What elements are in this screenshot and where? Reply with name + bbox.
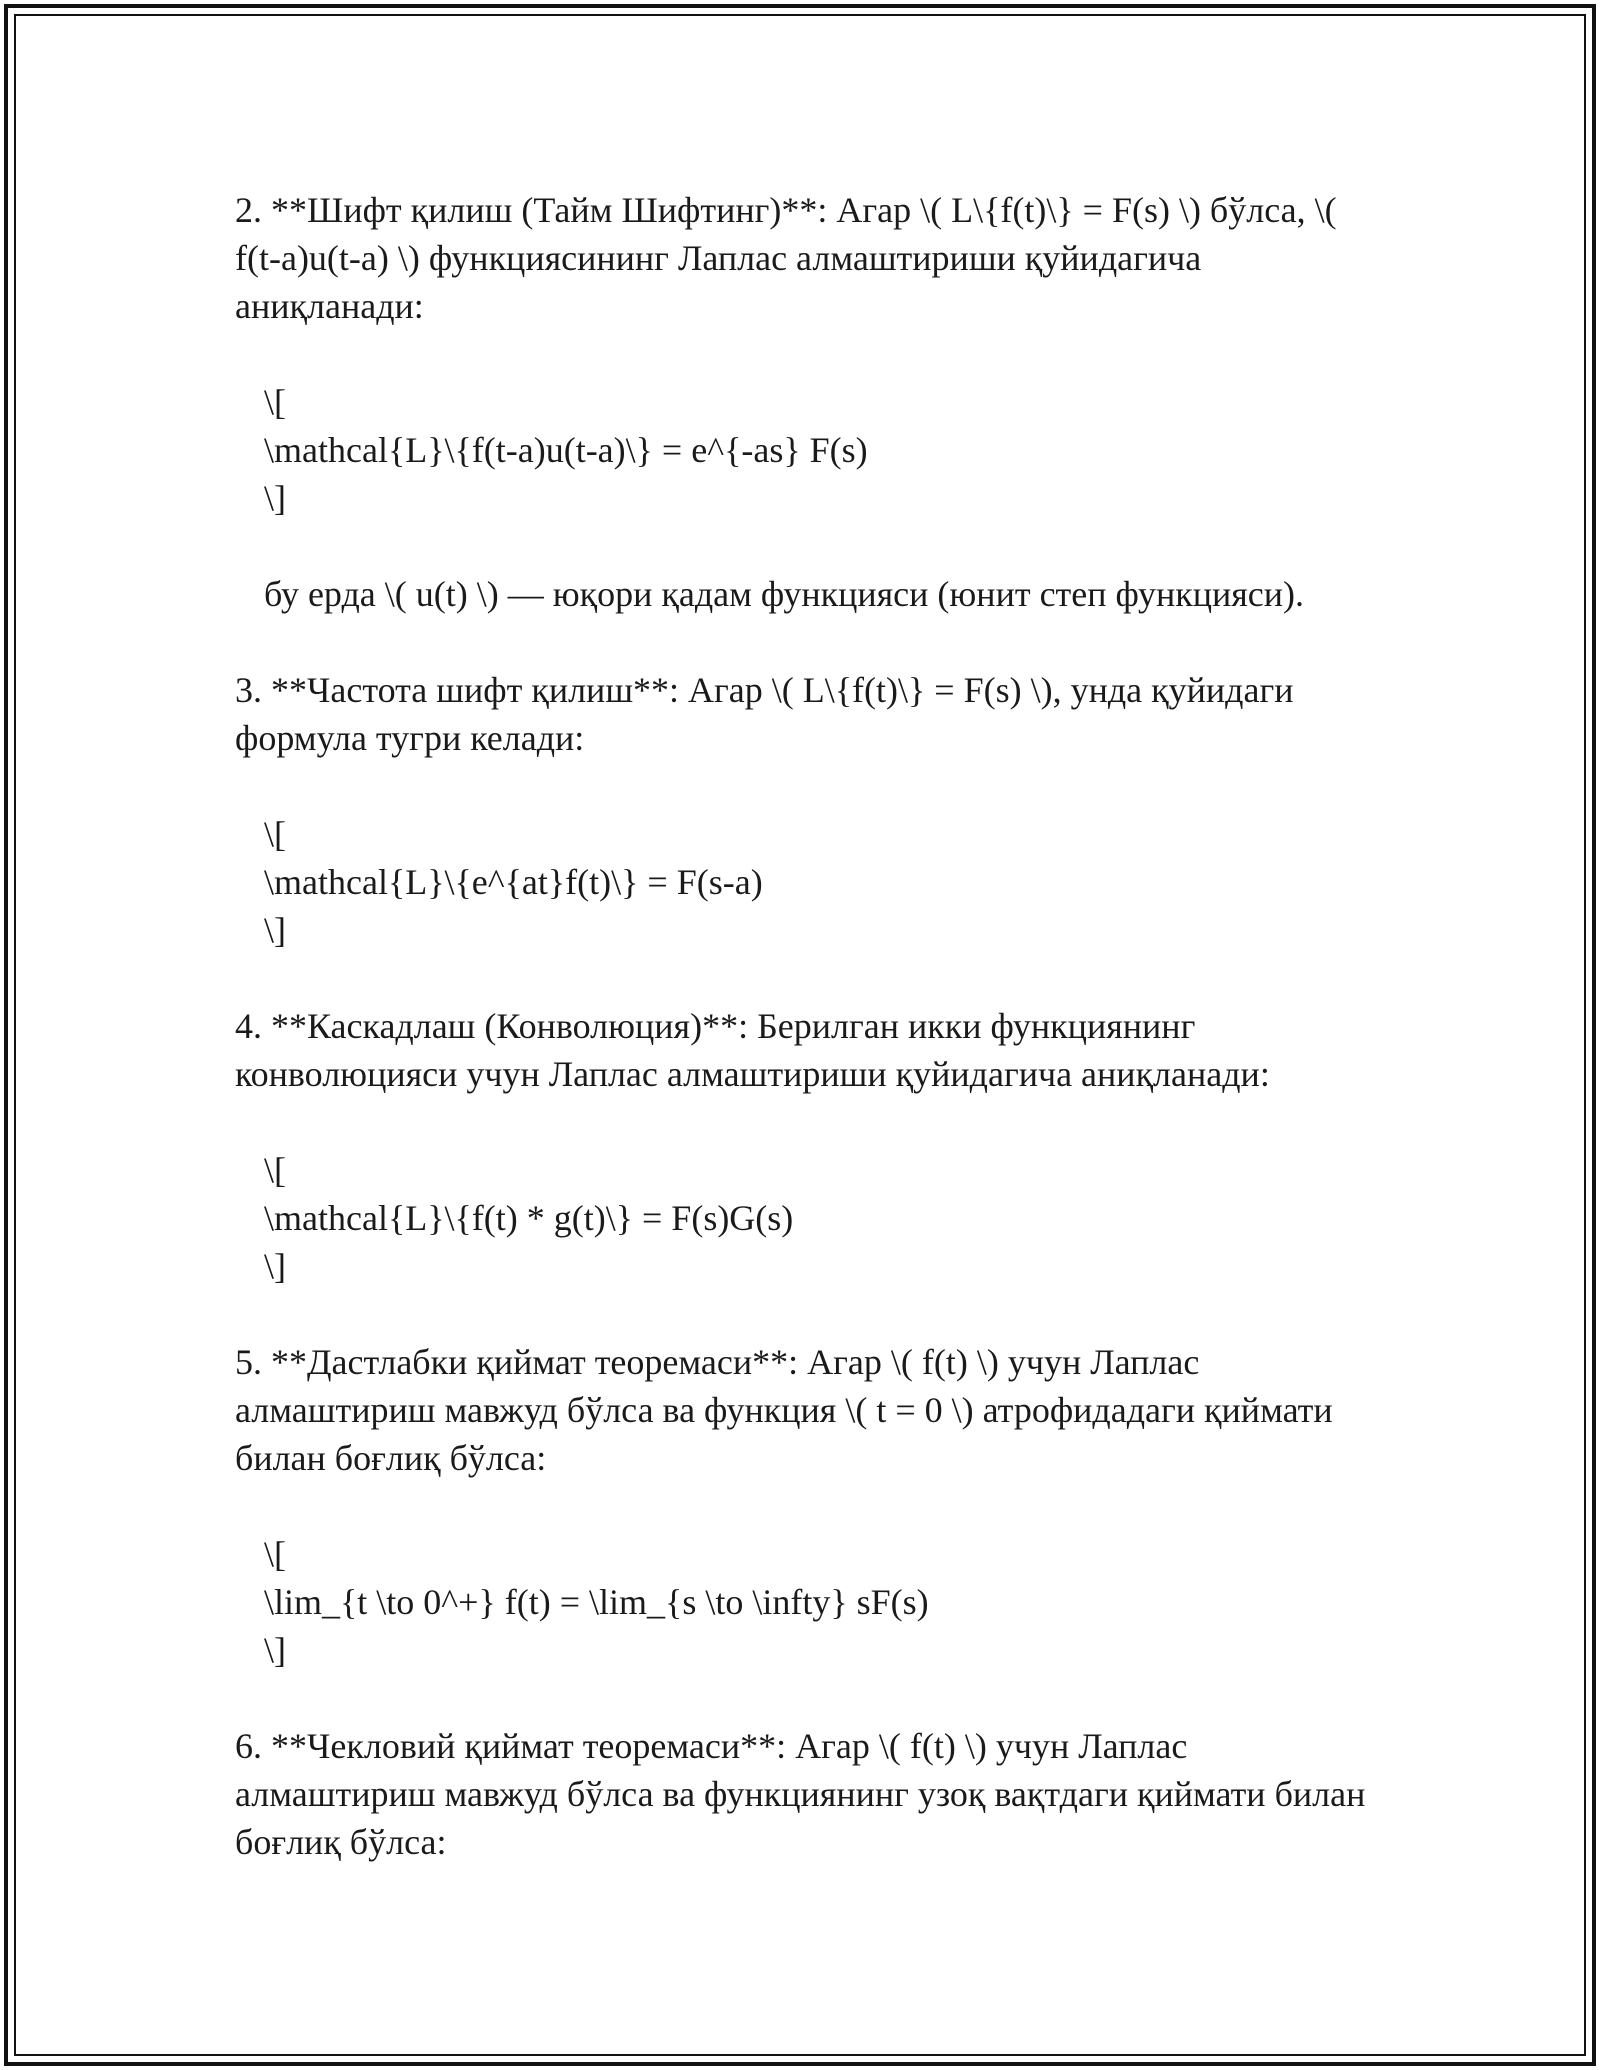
formula-close: \] [264, 1246, 286, 1286]
formula-close: \] [264, 910, 286, 950]
formula-body: \lim_{t \to 0^+} f(t) = \lim_{s \to \infty} sF(s) [264, 1582, 929, 1622]
formula-close: \] [264, 1630, 286, 1670]
formula-open: \[ [264, 1534, 286, 1574]
display-formula [264, 1146, 1370, 1290]
list-item-time-shifting [235, 186, 1370, 618]
item-intro: 4. **Каскадлаш (Конволюция)**: Берилган икки функциянинг конволюцияси учун Лаплас алмаштириши қуйидагича аниқланади: [235, 1006, 1270, 1094]
display-formula [264, 378, 1370, 522]
formula-open: \[ [264, 814, 286, 854]
formula-open: \[ [264, 1150, 286, 1190]
list-item-convolution [235, 1002, 1370, 1290]
formula-body: \mathcal{L}\{e^{at}f(t)\} = F(s-a) [264, 862, 763, 902]
list-item-frequency-shifting [235, 666, 1370, 954]
display-formula [264, 810, 1370, 954]
item-intro: 6. **Чекловий қиймат теоремаси**: Агар \( f(t) \) учун Лаплас алмаштириш мавжуд бўлса ва функциянинг узоқ вақтдаги қиймати билан боғлиқ бўлса: [235, 1726, 1375, 1862]
formula-body: \mathcal{L}\{f(t-a)u(t-a)\} = e^{-as} F(s) [264, 430, 868, 470]
item-intro: 5. **Дастлабки қиймат теоремаси**: Агар \( f(t) \) учун Лаплас алмаштириш мавжуд бўлса ва функция \( t = 0 \) атрофидадаги қиймати билан боғлиқ бўлса: [235, 1342, 1342, 1478]
formula-body: \mathcal{L}\{f(t) * g(t)\} = F(s)G(s) [264, 1198, 794, 1238]
list-item-initial-value-theorem [235, 1338, 1370, 1674]
item-intro: 2. **Шифт қилиш (Тайм Шифтинг)**: Агар \( L\{f(t)\} = F(s) \) бўлса, \( f(t-a)u(t-a) \) функциясининг Лаплас алмаштириши қуйидагича аниқланади: [235, 190, 1346, 326]
document-body [235, 186, 1375, 1866]
list-item-final-value-theorem [235, 1722, 1375, 1866]
item-note: бу ерда \( u(t) \) — юқори қадам функцияси (юнит степ функцияси). [264, 574, 1305, 614]
formula-close: \] [264, 478, 286, 518]
display-formula [264, 1530, 1370, 1674]
item-intro: 3. **Частота шифт қилиш**: Агар \( L\{f(t)\} = F(s) \), унда қуйидаги формула тугри келади: [235, 670, 1303, 758]
formula-open: \[ [264, 382, 286, 422]
